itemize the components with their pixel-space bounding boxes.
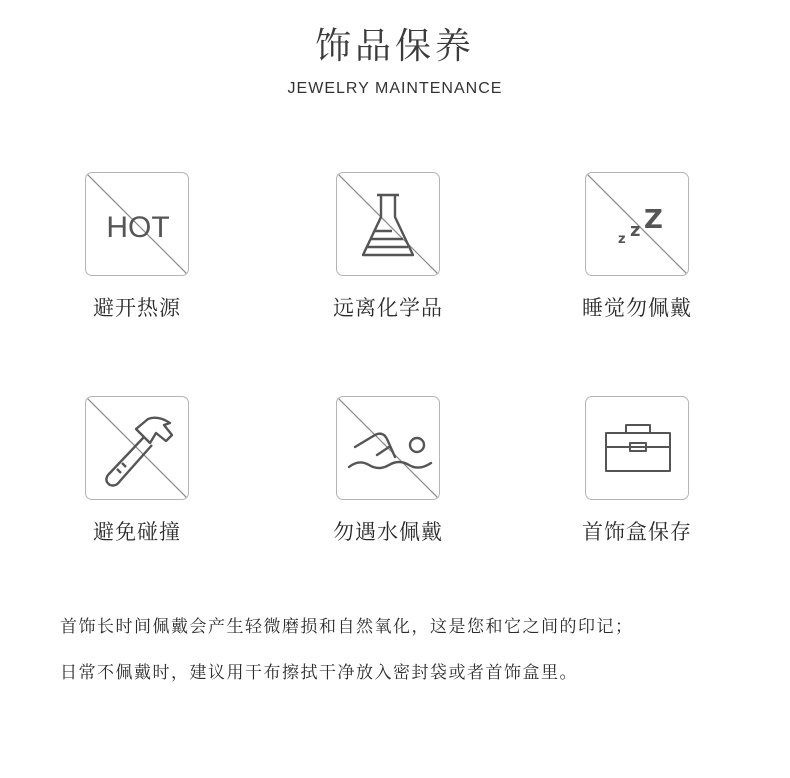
care-item-impact (37, 396, 237, 546)
care-label-chemical: 远离化学品 (333, 296, 443, 320)
hot-icon (85, 172, 189, 276)
jewelry-box-icon (585, 396, 689, 500)
care-label-water: 勿遇水佩戴 (333, 520, 443, 544)
care-label-sleep: 睡觉勿佩戴 (582, 296, 692, 320)
care-label-impact: 避免碰撞 (93, 520, 181, 544)
care-item-water (288, 396, 488, 546)
swimmer-icon (336, 396, 440, 500)
page-title: 饰品保养 (314, 26, 475, 67)
hot-icon-text: HOT (106, 211, 170, 244)
care-label-heat: 避开热源 (93, 296, 181, 320)
svg-text:z: z (630, 220, 641, 241)
care-item-storage (537, 396, 737, 546)
chemical-flask-icon (336, 172, 440, 276)
care-item-heat (37, 172, 237, 322)
description-line-1: 首饰长时间佩戴会产生轻微磨损和自然氧化，这是您和它之间的印记； (60, 617, 634, 637)
description-line-2: 日常不佩戴时，建议用干布擦拭干净放入密封袋或者首饰盒里。 (60, 663, 578, 683)
care-item-chemical (288, 172, 488, 322)
care-label-storage: 首饰盒保存 (582, 520, 692, 544)
svg-text:Z: Z (644, 205, 663, 235)
page-subtitle: JEWELRY MAINTENANCE (287, 80, 503, 97)
hammer-icon (85, 396, 189, 500)
care-item-sleep (537, 172, 737, 322)
svg-text:z: z (618, 232, 626, 247)
sleep-zzz-icon (585, 172, 689, 276)
